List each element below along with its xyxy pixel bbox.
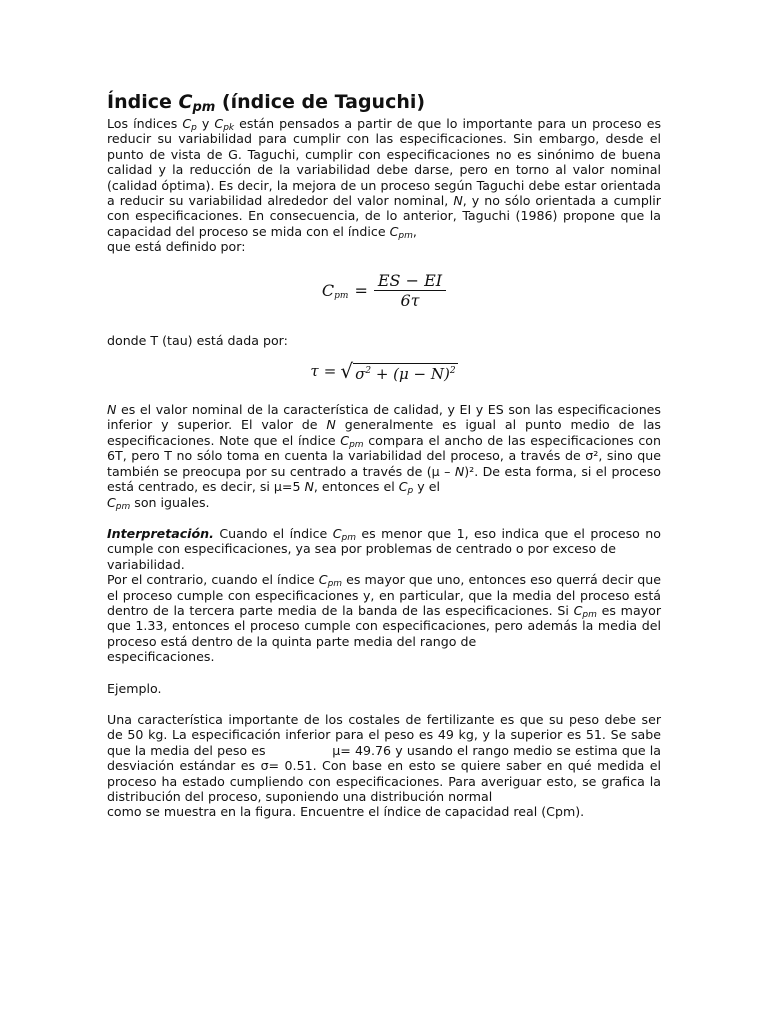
example-paragraph-end: como se muestra en la figura. Encuentre el índice de capacidad real (Cpm). xyxy=(107,804,585,820)
interpretation-label: Interpretación. xyxy=(107,525,214,541)
example-label: Ejemplo. xyxy=(107,680,162,696)
formula-lhs: $C_{pm}$ xyxy=(321,280,349,301)
heading-suffix: (índice de Taguchi) xyxy=(215,91,426,113)
contrary-paragraph: Por el contrario, cuando el índice $C_{pm}$ es mayor que uno, entonces eso querrá decir que el proceso cumple con especificaciones y, en particular, que la media del proceso está dentro de la tercera parte media de la banda de las especificaciones. Si $C_{pm}$ es mayor que 1.33, entonces el proceso cumple con especificaciones, pero además la media del proceso está dentro de la quinta parte media del rango de xyxy=(107,572,661,649)
tau-equals: = xyxy=(323,362,337,381)
formula-fraction xyxy=(374,270,446,311)
heading-symbol: $C_{pm}$ xyxy=(178,91,216,115)
formula-denominator: 6τ xyxy=(400,291,420,311)
tau-intro: donde T (tau) está dada por: xyxy=(107,332,288,348)
intro-paragraph-end: que está definido por: xyxy=(107,239,246,255)
sqrt-icon: √ xyxy=(340,359,354,384)
intro-paragraph: Los índices $C_p$ y $C_{pk}$ están pensados a partir de que lo importante para un proceso es reducir su variabilidad para cumplir con las especificaciones. Sin embargo, desde el punto de vista de G. Taguchi, cumplir con especificaciones no es sinónimo de buena calidad y la reducción de la variabilidad debe darse, pero en torno al valor nominal (calidad óptima). Es decir, la mejora de un proceso según Taguchi debe estar orientada a reducir su variabilidad alrededor del valor nominal, N, y no sólo orientada a cumplir con especificaciones. En consecuencia, de lo anterior, Taguchi (1986) propone que la capacidad del proceso se mida con el índice $C_{pm}$, xyxy=(107,116,662,241)
nominal-value-paragraph-end: $C_{pm}$ son iguales. xyxy=(107,494,210,512)
formula-equals: = xyxy=(354,280,368,300)
example-paragraph: Una característica importante de los costales de fertilizante es que su peso debe ser de 50 kg. La especificación inferior para el peso es 49 kg, y la superior es 51. Se sabe que la media del peso es μ= 49.76 y usando el rango medio se estima que la desviación estándar es σ= 0.51. Con base en esto se quiere saber en qué medida el proceso ha estado cumpliendo con especificaciones. Para averiguar esto, se grafica la distribución del proceso, suponiendo una distribución normal xyxy=(107,711,666,804)
interpretation-paragraph-end: variabilidad. xyxy=(107,556,185,572)
nominal-value-paragraph: N es el valor nominal de la característica de calidad, y EI y ES son las especificaciones inferior y superior. El valor de N generalmente es igual al punto medio de las especificaciones. Note que el índice $C_{pm}$ compara el ancho de las especificaciones con 6T, pero T no sólo toma en cuenta la variabilidad del proceso, a través de σ², sino que también se preocupa por su centrado a través de (μ – N)². De esta forma, si el proceso está centrado, es decir, si μ=5 N, entonces el $C_p$ y el xyxy=(107,402,661,497)
tau-symbol: τ xyxy=(310,362,319,381)
contrary-paragraph-end: especificaciones. xyxy=(107,649,215,665)
section-heading xyxy=(107,90,661,114)
interpretation-paragraph: Interpretación. Cuando el índice $C_{pm}$ es menor que 1, eso indica que el proceso no cumple con especificaciones, ya sea por problemas de centrado o por exceso de xyxy=(107,525,661,557)
document-body xyxy=(107,90,666,820)
tau-radicand: $\sigma^2 + (\mu - N)^2$ xyxy=(355,365,456,384)
heading-prefix: Índice xyxy=(107,91,172,113)
formula-numerator: ES − EI xyxy=(374,273,446,291)
cpm-formula xyxy=(107,261,661,321)
tau-formula xyxy=(107,356,661,388)
